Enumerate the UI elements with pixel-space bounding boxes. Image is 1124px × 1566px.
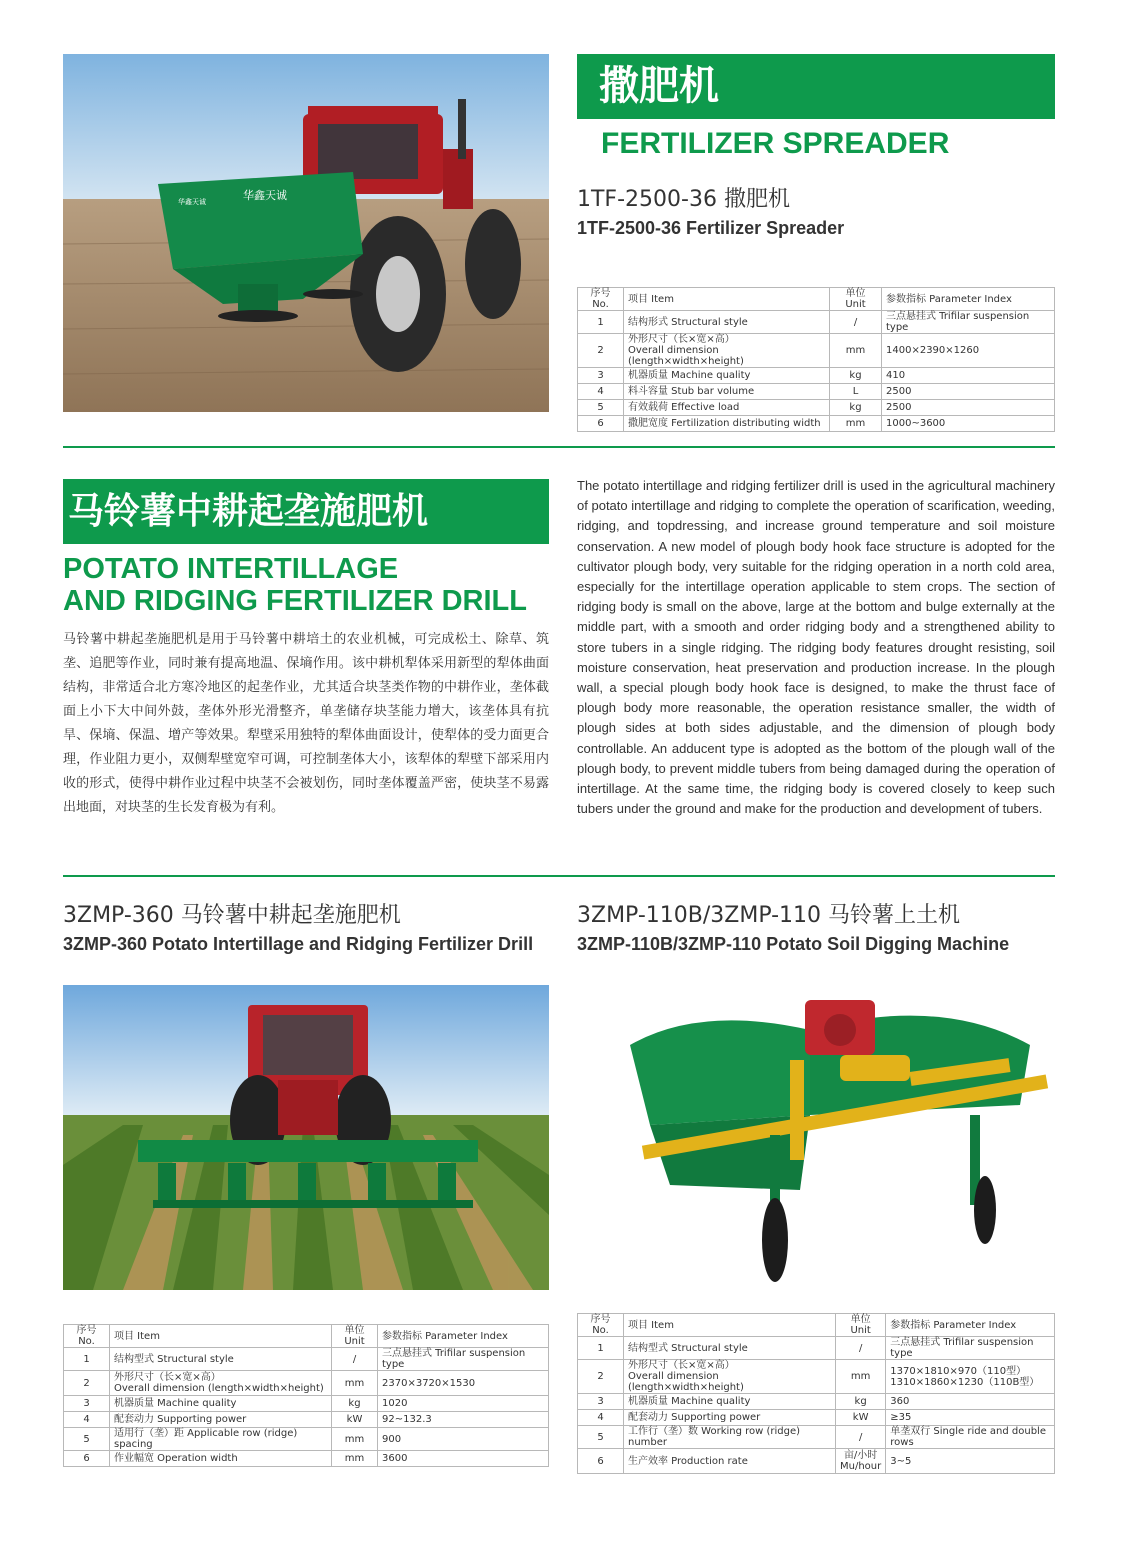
header-cell: 参数指标 Parameter Index (882, 288, 1055, 311)
table-cell: 4 (578, 384, 624, 400)
table-cell: 5 (578, 1426, 624, 1449)
table-row (578, 1394, 1055, 1410)
table-cell: 撒肥宽度 Fertilization distributing width (624, 416, 830, 432)
spreader-title-cn: 撒肥机 (599, 63, 719, 109)
table-cell: 配套动力 Supporting power (624, 1410, 836, 1426)
table-cell: 2500 (882, 384, 1055, 400)
table-cell: 6 (578, 416, 624, 432)
table-cell: 三点悬挂式 Trifilar suspension type (378, 1348, 549, 1371)
potato-title-en-line2: AND RIDGING FERTILIZER DRILL (63, 585, 527, 617)
spreader-title-bar (577, 54, 1055, 119)
table-row (64, 1371, 549, 1396)
drill-spec-table (63, 1324, 549, 1467)
table-row (64, 1428, 549, 1451)
table-cell: 结构型式 Structural style (110, 1348, 332, 1371)
header-cell: 序号 No. (578, 1314, 624, 1337)
table-cell: 1000~3600 (882, 416, 1055, 432)
table-cell: 适用行（垄）距 Applicable row (ridge) spacing (110, 1428, 332, 1451)
table-cell: 5 (578, 400, 624, 416)
hopper-logo-text-small: 华鑫天诚 (178, 198, 206, 206)
table-row (578, 334, 1055, 368)
table-cell: L (830, 384, 882, 400)
table-cell: 92~132.3 (378, 1412, 549, 1428)
table-cell: 结构型式 Structural style (624, 1337, 836, 1360)
header-cell: 项目 Item (110, 1325, 332, 1348)
potato-description-en: The potato intertillage and ridging fertilizer drill is used in the agricultural machinery of potato intertillage and ridging to complete the operation of scarification, weeding, ridging, and topdressing, and increase ground temperature and soil moisture conservation. A new model of plough body hook face structure is adopted for the cultivator plough body, very suitable for the ridging operation in a north cold area, especially for the intertillage operation applicable to stem crops. The section of ridging body is small on the above, large at the bottom and bulge externally at the middle part, with a smooth and order ridging body and a strengthened ability to store tubers in a single ridging. The ridging body features drought resisting, soil moisture conservation, heat preservation and production increase. In the plough wall, a special plough body hook face is designed, to make the thrust face of plough body more reasonable, the operation resistance smaller, the width of plough sides at both sides adjustable, and the dimension of plough body controllable. An adducent type is adopted as the bottom of the plough wall of the plough body, to prevent middle tubers from being damaged during the operation of intertillage. At the same time, the ridging body is covered closely to keep such tubers under the ground and make for the production and development of tubers. (577, 478, 1055, 817)
table-cell: kg (830, 400, 882, 416)
table-cell: / (836, 1337, 886, 1360)
table-row (578, 368, 1055, 384)
header-cell: 项目 Item (624, 1314, 836, 1337)
table-cell: kg (836, 1394, 886, 1410)
table-cell: mm (830, 416, 882, 432)
table-row (578, 400, 1055, 416)
table-cell: 机器质量 Machine quality (110, 1396, 332, 1412)
table-header-row (578, 288, 1055, 311)
table-cell: 工作行（垄）数 Working row (ridge) number (624, 1426, 836, 1449)
table-cell: 1370×1810×970（110型） 1310×1860×1230（110B型） (886, 1360, 1055, 1394)
table-row (578, 1426, 1055, 1449)
potato-title-en-line1: POTATO INTERTILLAGE (63, 553, 399, 585)
table-cell: 4 (64, 1412, 110, 1428)
table-row (578, 311, 1055, 334)
table-cell: mm (332, 1451, 378, 1467)
table-cell: 机器质量 Machine quality (624, 368, 830, 384)
table-cell: 亩/小时 Mu/hour (836, 1449, 886, 1474)
spreader-title-en: FERTILIZER SPREADER (601, 127, 950, 160)
table-row (64, 1396, 549, 1412)
table-cell: 6 (578, 1449, 624, 1474)
table-cell: kg (830, 368, 882, 384)
table-cell: 单垄双行 Single ride and double rows (886, 1426, 1055, 1449)
header-cell: 序号 No. (64, 1325, 110, 1348)
table-cell: 三点悬挂式 Trifilar suspension type (882, 311, 1055, 334)
section-divider (63, 875, 1055, 877)
spreader-spec-table (577, 287, 1055, 432)
table-cell: kW (332, 1412, 378, 1428)
table-cell: kg (332, 1396, 378, 1412)
table-cell: 料斗容量 Stub bar volume (624, 384, 830, 400)
drill-model-cn: 3ZMP-360 马铃薯中耕起垄施肥机 (63, 903, 401, 928)
table-cell: 外形尺寸（长×宽×高） Overall dimension (length×width×height) (624, 334, 830, 368)
table-cell: / (332, 1348, 378, 1371)
table-cell: ≥35 (886, 1410, 1055, 1426)
table-cell: 360 (886, 1394, 1055, 1410)
table-cell: / (836, 1426, 886, 1449)
table-cell: 410 (882, 368, 1055, 384)
table-cell: 2 (578, 1360, 624, 1394)
header-cell: 单位 Unit (836, 1314, 886, 1337)
table-cell: mm (332, 1371, 378, 1396)
table-row (64, 1412, 549, 1428)
digger-photo (610, 985, 1060, 1285)
table-row (578, 1337, 1055, 1360)
table-cell: 结构形式 Structural style (624, 311, 830, 334)
table-cell: 5 (64, 1428, 110, 1451)
table-cell: 1 (64, 1348, 110, 1371)
table-cell: 外形尺寸（长×宽×高） Overall dimension (length×width×height) (624, 1360, 836, 1394)
header-cell: 参数指标 Parameter Index (378, 1325, 549, 1348)
digger-spec-table (577, 1313, 1055, 1474)
potato-title-cn: 马铃薯中耕起垄施肥机 (68, 491, 429, 532)
table-cell: mm (836, 1360, 886, 1394)
table-row (578, 1410, 1055, 1426)
table-cell: 2 (578, 334, 624, 368)
table-cell: 3 (64, 1396, 110, 1412)
table-cell: mm (332, 1428, 378, 1451)
potato-description-cn: 马铃薯中耕起垄施肥机是用于马铃薯中耕培土的农业机械，可完成松土、除草、筑垄、追肥等作业，同时兼有提高地温、保墒作用。该中耕机犁体采用新型的犁体曲面结构，非常适合北方寒冷地区的起垄作业，尤其适合块茎类作物的中耕作业，垄体截面上小下大中间外鼓，垄体外形光滑整齐，单垄储存块茎能力增大，该垄体具有抗旱、保墒、保温、增产等效果。犁壁采用独特的犁体曲面设计，使犁体的受力面更合理，作业阻力更小，双侧犁壁宽窄可调，可控制垄体大小，该犁体的犁壁下部采用内收的形式，使得中耕作业过程中块茎不会被划伤，同时垄体覆盖严密，使块茎不易露出地面，对块茎的生长发育极为有利。 (63, 632, 549, 815)
table-cell: 6 (64, 1451, 110, 1467)
table-cell: 机器质量 Machine quality (624, 1394, 836, 1410)
table-cell: 1 (578, 1337, 624, 1360)
table-row (64, 1348, 549, 1371)
table-row (578, 1360, 1055, 1394)
table-cell: 外形尺寸（长×宽×高） Overall dimension (length×width×height) (110, 1371, 332, 1396)
section-divider (63, 446, 1055, 448)
table-header-row (64, 1325, 549, 1348)
fertilizer-spreader-photo (63, 54, 549, 412)
header-cell: 参数指标 Parameter Index (886, 1314, 1055, 1337)
table-row (64, 1451, 549, 1467)
header-cell: 项目 Item (624, 288, 830, 311)
header-cell: 单位 Unit (830, 288, 882, 311)
drill-photo (63, 985, 549, 1290)
hopper-logo-text: 华鑫天诚 (243, 189, 287, 202)
table-cell: 1400×2390×1260 (882, 334, 1055, 368)
digger-model-cn: 3ZMP-110B/3ZMP-110 马铃薯上土机 (577, 903, 961, 928)
table-cell: 生产效率 Production rate (624, 1449, 836, 1474)
table-cell: 3 (578, 368, 624, 384)
table-cell: 作业幅宽 Operation width (110, 1451, 332, 1467)
table-cell: 2370×3720×1530 (378, 1371, 549, 1396)
table-row (578, 384, 1055, 400)
table-cell: 4 (578, 1410, 624, 1426)
potato-title-bar (63, 479, 549, 544)
table-cell: 2500 (882, 400, 1055, 416)
table-cell: 配套动力 Supporting power (110, 1412, 332, 1428)
table-cell: kW (836, 1410, 886, 1426)
table-cell: mm (830, 334, 882, 368)
table-cell: / (830, 311, 882, 334)
table-cell: 3~5 (886, 1449, 1055, 1474)
table-cell: 3 (578, 1394, 624, 1410)
table-cell: 3600 (378, 1451, 549, 1467)
header-cell: 序号 No. (578, 288, 624, 311)
spreader-model-en: 1TF-2500-36 Fertilizer Spreader (577, 218, 845, 238)
table-cell: 1 (578, 311, 624, 334)
header-cell: 单位 Unit (332, 1325, 378, 1348)
spreader-model-cn: 1TF-2500-36 撒肥机 (577, 187, 790, 212)
table-header-row (578, 1314, 1055, 1337)
drill-model-en: 3ZMP-360 Potato Intertillage and Ridging Fertilizer Drill (63, 934, 534, 954)
table-row (578, 1449, 1055, 1474)
digger-model-en: 3ZMP-110B/3ZMP-110 Potato Soil Digging Machine (577, 934, 1010, 954)
table-cell: 2 (64, 1371, 110, 1396)
table-cell: 有效载荷 Effective load (624, 400, 830, 416)
table-row (578, 416, 1055, 432)
table-cell: 900 (378, 1428, 549, 1451)
table-cell: 1020 (378, 1396, 549, 1412)
table-cell: 三点悬挂式 Trifilar suspension type (886, 1337, 1055, 1360)
